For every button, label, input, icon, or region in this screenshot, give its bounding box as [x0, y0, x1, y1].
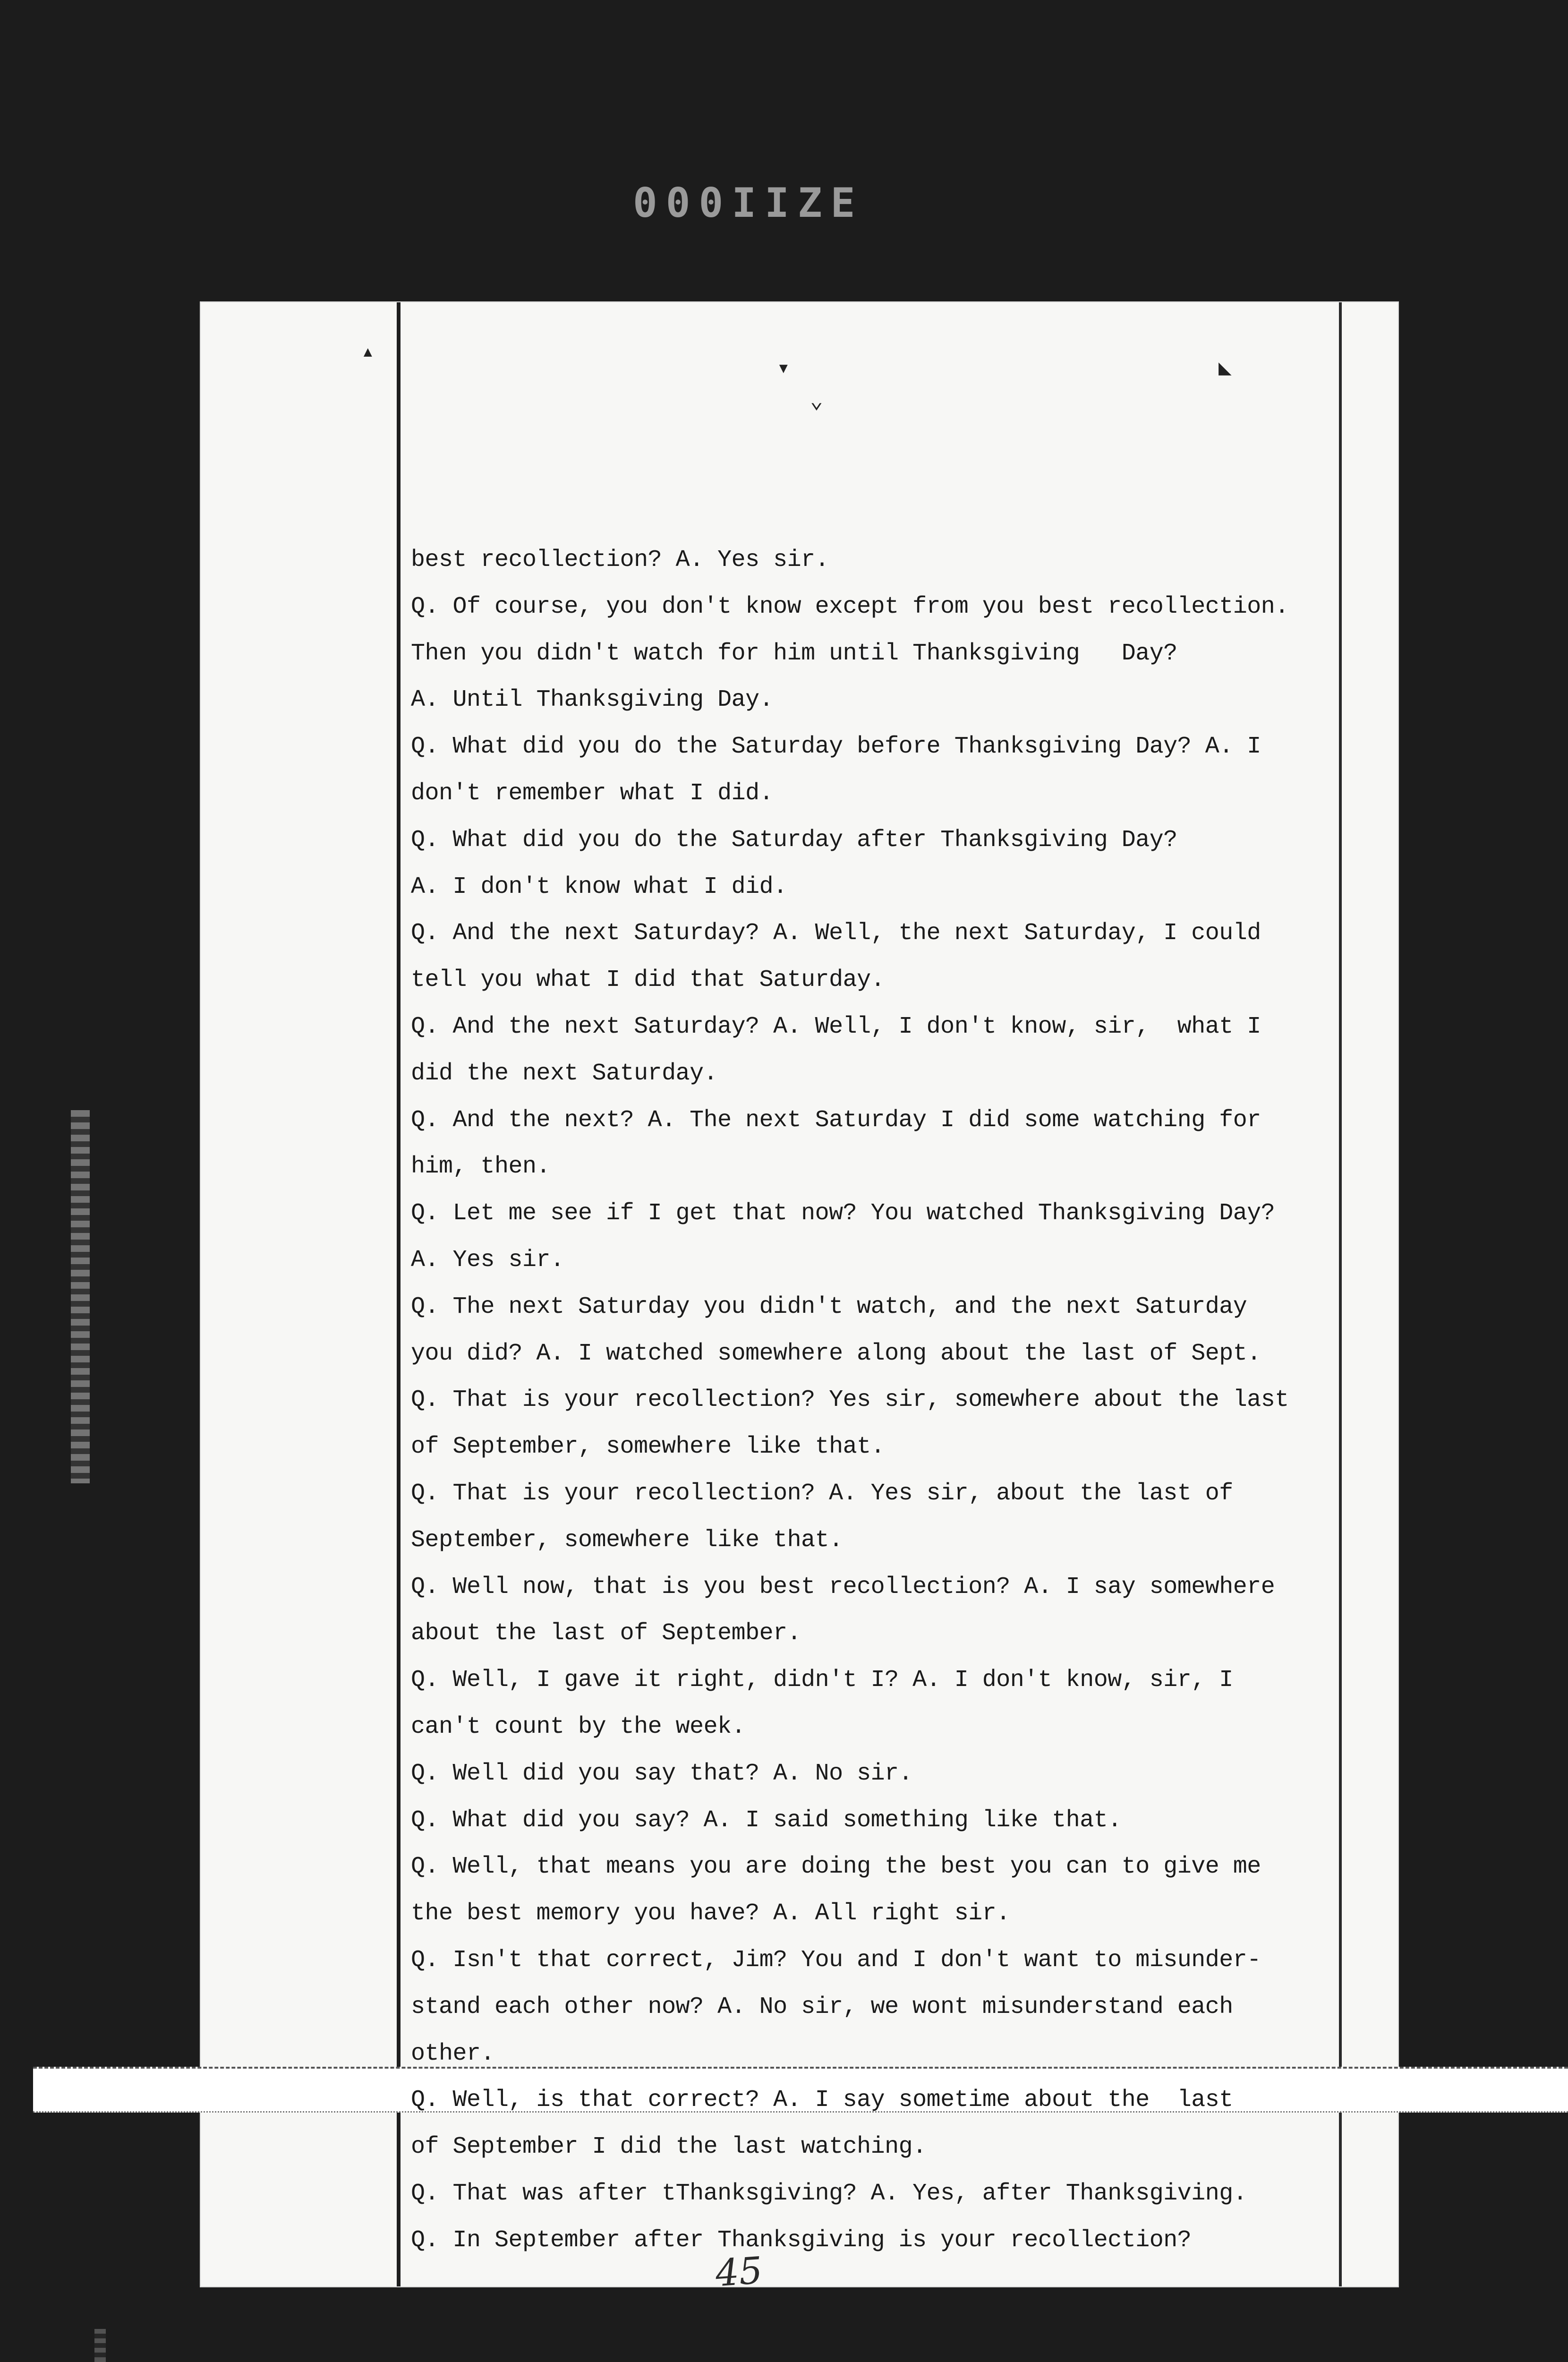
transcript-line: can't count by the week. — [411, 1713, 746, 1740]
transcript-lines — [411, 537, 1337, 2264]
transcript-line: Q. The next Saturday you didn't watch, and the next Saturday — [411, 1293, 1247, 1320]
stray-mark: ▴ — [361, 340, 375, 365]
film-edge-marking-lower — [94, 2329, 106, 2362]
stray-mark: ▾ — [777, 357, 790, 381]
transcript-line: Q. Well, is that correct? A. I say sometime about the last — [411, 2087, 1233, 2114]
document-page — [201, 302, 1398, 2295]
transcript-line: Q. Well now, that is you best recollection? A. I say somewhere — [411, 1573, 1275, 1600]
transcript-line: Q. That was after tThanksgiving? A. Yes, after Thanksgiving. — [411, 2180, 1247, 2207]
transcript-line: Q. What did you do the Saturday before Thanksgiving Day? A. I — [411, 733, 1261, 761]
stray-mark: ◣ — [1219, 357, 1232, 381]
page-number: 45 — [714, 2249, 764, 2295]
transcript-line: about the last of September. — [411, 1620, 801, 1647]
transcript-line: stand each other now? A. No sir, we wont misunderstand each — [411, 1993, 1233, 2020]
transcript-line: Q. And the next Saturday? A. Well, I don't know, sir, what I — [411, 1013, 1261, 1040]
stray-mark: ⌄ — [810, 390, 823, 414]
transcript-line: A. Until Thanksgiving Day. — [411, 686, 774, 714]
transcript-line: of September I did the last watching. — [411, 2133, 927, 2161]
transcript-line: did the next Saturday. — [411, 1060, 718, 1087]
transcript-line: Q. That is your recollection? Yes sir, somewhere about the last — [411, 1386, 1289, 1414]
transcript-line: Q. And the next Saturday? A. Well, the next Saturday, I could — [411, 920, 1261, 947]
left-margin-rule — [397, 302, 401, 2286]
transcript-line: Q. Well did you say that? A. No sir. — [411, 1760, 913, 1787]
transcript-line: Q. In September after Thanksgiving is your recollection? — [411, 2226, 1192, 2254]
transcript-line: Q. Well, I gave it right, didn't I? A. I don't know, sir, I — [411, 1667, 1233, 1694]
transcript-line: Q. What did you do the Saturday after Thanksgiving Day? — [411, 826, 1177, 854]
transcript-line: the best memory you have? A. All right sir. — [411, 1900, 1010, 1927]
transcript-line: other. — [411, 2040, 495, 2067]
transcript-line: of September, somewhere like that. — [411, 1433, 885, 1461]
transcript-line: Q. Isn't that correct, Jim? You and I don't want to misunder- — [411, 1946, 1261, 1974]
transcript-line: you did? A. I watched somewhere along about the last of Sept. — [411, 1340, 1261, 1367]
transcript-line: Q. Well, that means you are doing the best you can to give me — [411, 1853, 1261, 1881]
transcript-line: tell you what I did that Saturday. — [411, 967, 885, 994]
transcript-line: Then you didn't watch for him until Thanksgiving Day? — [411, 640, 1177, 667]
transcript-line: Q. That is your recollection? A. Yes sir, about the last of — [411, 1480, 1233, 1507]
transcript-line: September, somewhere like that. — [411, 1526, 843, 1554]
transcript-line: him, then. — [411, 1153, 551, 1181]
transcript-line: Q. Of course, you don't know except from you best recollection. — [411, 593, 1289, 620]
transcript-line: A. Yes sir. — [411, 1246, 564, 1274]
transcript-line: A. I don't know what I did. — [411, 873, 787, 900]
transcript-line: Q. Let me see if I get that now? You watched Thanksgiving Day? — [411, 1200, 1275, 1227]
frame-stamp: 000IIZE — [633, 180, 864, 227]
transcript-line: best recollection? A. Yes sir. — [411, 547, 829, 573]
transcript-line: Q. And the next? A. The next Saturday I did some watching for — [411, 1106, 1261, 1134]
transcript-line: don't remember what I did. — [411, 779, 774, 807]
right-margin-rule — [1339, 302, 1342, 2286]
transcript-line: Q. What did you say? A. I said something like that. — [411, 1806, 1122, 1834]
film-edge-marking — [71, 1110, 90, 1483]
